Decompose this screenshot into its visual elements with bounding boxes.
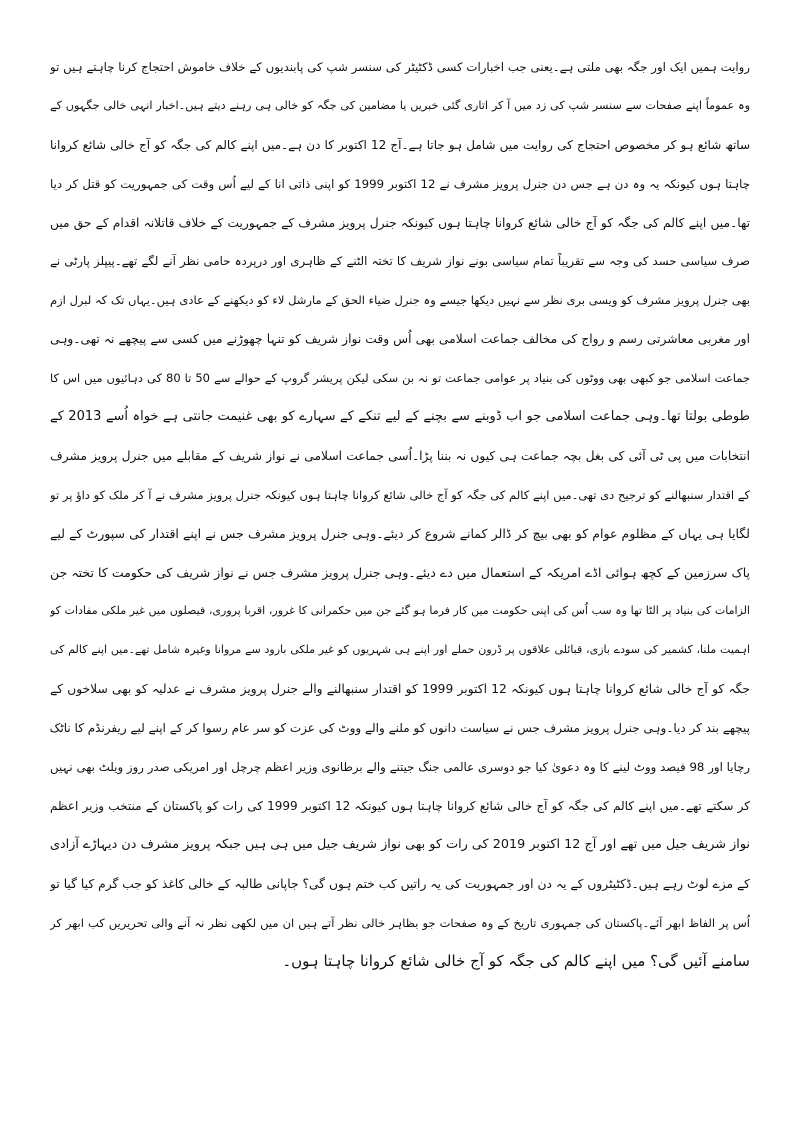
article-line-4: چاہتا ہوں کیونکہ یہ وہ دن ہے جس دن جنرل پرویز مشرف نے 12 اکتوبر 1999 کو اپنی ذاتی انا کے لیے اُس وقت کی جمہوریت کو قتل کر دیا	[50, 176, 750, 191]
article-line-24: سامنے آئیں گی؟ میں اپنے کالم کی جگہ کو آج خالی شائع کروانا چاہتا ہوں۔	[282, 952, 750, 971]
article-line-13: لگایا ہی یہاں کے مظلوم عوام کو بھی بیچ کر ڈالر کمانے شروع کر دیئے۔وہی جنرل پرویز مشرف جس نے اپنے اقتدار کی سپورٹ کے لیے	[50, 525, 750, 541]
article-line-16: اہمیت ملنا، کشمیر کی سودے بازی، قبائلی علاقوں پر ڈرون حملے اور اپنے ہی شہریوں کو غیر ملکی بارود سے مروانا وغیرہ شامل تھے۔میں اپنے کالم کی	[50, 643, 750, 657]
article-line-7: بھی جنرل پرویز مشرف کو ویسی بری نظر سے نہیں دیکھا جیسے وہ جنرل ضیاء الحق کے مارشل لاء کو دیکھنے کے عادی ہیں۔یہاں تک کہ لبرل ازم	[50, 293, 750, 308]
article-line-15: الزامات کی بنیاد پر الٹا تھا وہ سب اُس کی اپنی حکومت میں کار فرما ہو گئے جن میں حکمرانی کا غرور، اقربا پروری، فیصلوں میں غیر ملکی مفادات کو	[50, 604, 750, 618]
article-line-23: اُس پر الفاظ ابھر آئے۔پاکستان کی جمہوری تاریخ کے وہ صفحات جو بظاہر خالی نظر آتے ہیں ان میں لکھی نظر نہ آنے والی تحریریں کب ابھر کر	[50, 915, 750, 930]
article-line-21: نواز شریف جیل میں تھے اور آج 12 اکتوبر 2019 کی رات کو بھی نواز شریف جیل میں ہی ہیں جبکہ پرویز مشرف دن دیہاڑے آزادی	[50, 836, 750, 852]
article-line-6: صرف سیاسی حسد کی وجہ سے تقریباً تمام سیاسی بونے نواز شریف کا تختہ الٹنے کے ظاہری اور درپردہ حامی نظر آنے لگے تھے۔پیپلز پارٹی نے	[50, 254, 750, 269]
article-line-10: طوطی بولتا تھا۔وہی جماعت اسلامی جو اب ڈوبنے سے بچنے کے لیے تنکے کے سہارے کو بھی غنیمت جانتی ہے خواہ اُسے 2013 کے	[50, 409, 750, 425]
article-line-22: کے مزے لوٹ رہے ہیں۔ڈکٹیٹروں کے یہ دن اور جمہوریت کی یہ راتیں کب ختم ہوں گی؟ جاپانی طالبہ کے خالی کاغذ کو جب گرم کیا گیا تو	[50, 876, 750, 891]
article-line-14: پاک سرزمین کے کچھ ہوائی اڈے امریکہ کے استعمال میں دے دیئے۔وہی جنرل پرویز مشرف جس نے نواز شریف کی حکومت کا تختہ جن	[50, 564, 750, 580]
article-line-12: کے اقتدار سنبھالنے کو ترجیح دی تھی۔میں اپنے کالم کی جگہ کو آج خالی شائع کروانا چاہتا ہوں کیونکہ جنرل پرویز مشرف نے آ کر ملک کو داؤ پر تو	[50, 487, 750, 502]
article-line-5: تھا۔میں اپنے کالم کی جگہ کو آج خالی شائع کروانا چاہتا ہوں کیونکہ جنرل پرویز مشرف کے جمہوریت کے خلاف قاتلانہ اقدام کے حق میں	[50, 215, 750, 230]
article-line-19: رچایا اور 98 فیصد ووٹ لینے کا وہ دعویٰ کیا جو دوسری عالمی جنگ جیتنے والے برطانوی وزیر اعظم چرچل اور امریکی صدر روز ویلٹ بھی نہیں	[50, 760, 750, 775]
article-line-18: پیچھے بند کر دیا۔وہی جنرل پرویز مشرف جس نے سیاست دانوں کو ملنے والے ووٹ کی عزت کو سر عام رسوا کر کے اپنے لیے ریفرنڈم کا ناٹک	[50, 721, 750, 736]
article-line-17: جگہ کو آج خالی شائع کروانا چاہتا ہوں کیونکہ 12 اکتوبر 1999 کو اقتدار سنبھالنے والے جنرل پرویز مشرف نے عدلیہ کو بھی سلاخوں کے	[50, 682, 750, 697]
article-line-11: انتخابات میں پی ٹی آئی کی بغل بچہ جماعت ہی کیوں نہ بننا پڑا۔اُسی جماعت اسلامی نے نواز شریف کے مقابلے میں جنرل پرویز مشرف	[50, 448, 750, 463]
article-line-3: ساتھ شائع ہو کر مخصوص احتجاج کی روایت میں شامل ہو جاتا ہے۔آج 12 اکتوبر کا دن ہے۔میں اپنے کالم کی جگہ کو آج خالی شائع کروانا	[50, 137, 750, 152]
article-line-9: جماعت اسلامی جو کبھی بھی ووٹوں کی بنیاد پر عوامی جماعت تو نہ بن سکی لیکن پریشر گروپ کے حوالے سے 50 تا 80 کی دہائیوں میں اس کا	[50, 371, 750, 386]
article-line-1: روایت ہمیں ایک اور جگہ بھی ملتی ہے۔یعنی جب اخبارات کسی ڈکٹیٹر کی سنسر شپ کی پابندیوں کے خلاف خاموش احتجاج کرنا چاہتے ہیں تو	[50, 60, 750, 74]
article-line-2: وہ عموماً اپنے صفحات سے سنسر شپ کی زد میں آ کر اتاری گئی خبریں یا مضامین کی جگہ کو خالی ہی رہنے دیتے ہیں۔اخبار انہی خالی جگہوں کے	[50, 98, 750, 112]
article-body	[50, 48, 750, 981]
article-line-20: کر سکتے تھے۔میں اپنے کالم کی جگہ کو آج خالی شائع کروانا چاہتا ہوں کیونکہ 12 اکتوبر 1999 کی رات کو پاکستان کے منتخب وزیر اعظم	[50, 798, 750, 813]
article-line-8: اور مغربی معاشرتی رسم و رواج کی مخالف جماعت اسلامی بھی اُس وقت نواز شریف کو تنہا چھوڑنے میں کسی سے پیچھے نہ تھی۔وہی	[50, 332, 750, 347]
